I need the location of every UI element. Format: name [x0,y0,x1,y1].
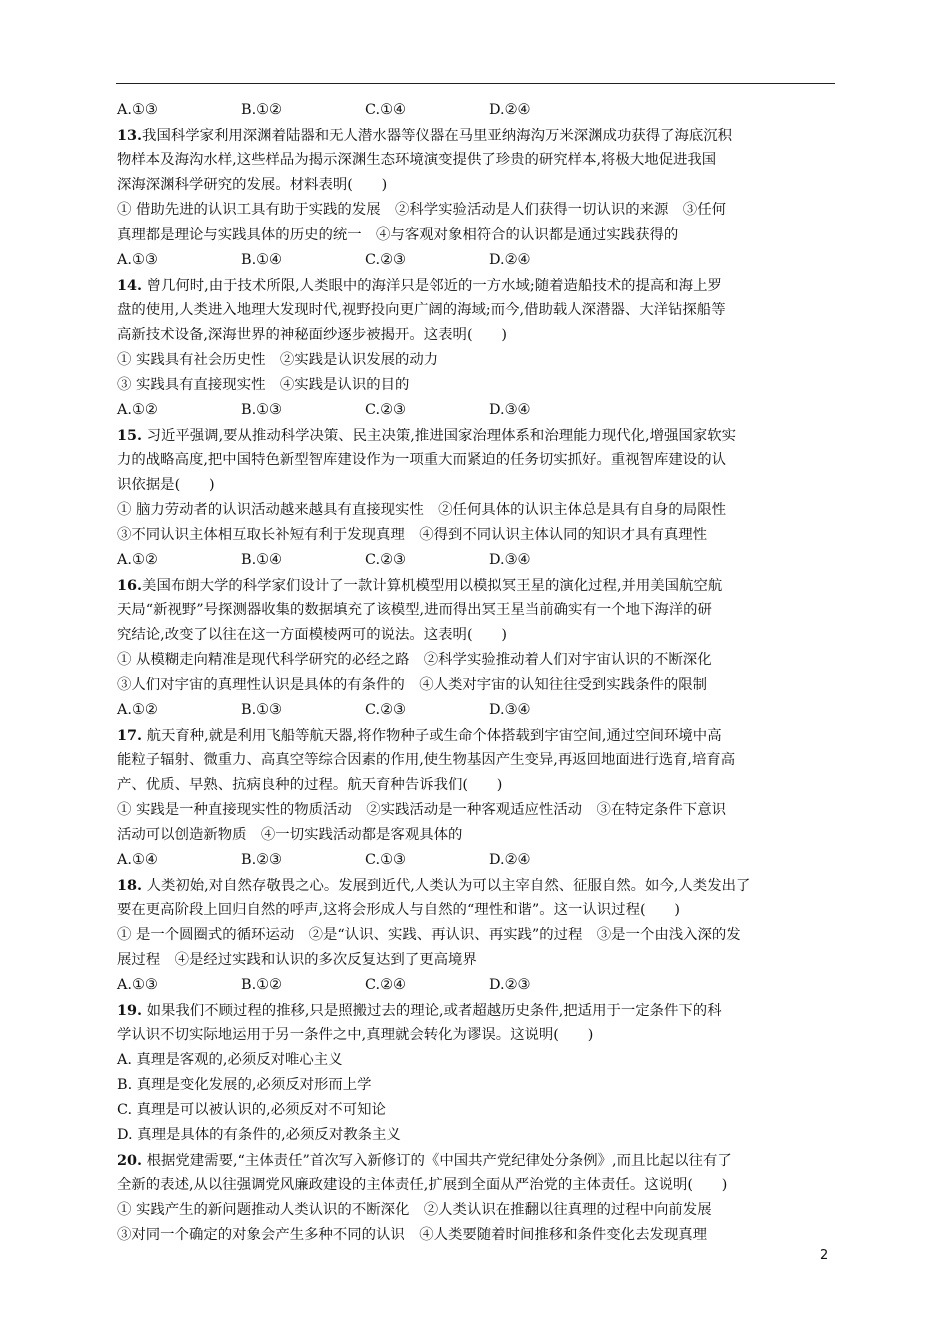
question-number: 14. [117,277,143,294]
question-stem-text: 盘的使用,人类进入地理大发现时代,视野投向更广阔的海域;而今,借助载人深潜器、大洋钻探船等 [117,302,726,318]
answer-option: D.②④ [489,252,531,268]
q12-option-a: A.①③ [117,102,158,118]
question-stem-line [117,298,839,323]
answer-option: A.①② [117,702,158,718]
q12-option-b: B.①② [241,102,282,118]
question-stem-line [117,323,839,348]
answer-option: C.②③ [365,402,406,418]
question-stem-line [117,423,839,448]
statement-line: 展过程 ④是经过实践和认识的多次反复达到了更高境界 [117,952,477,968]
statement-line: 活动可以创造新物质 ④一切实践活动都是客观具体的 [117,827,463,843]
statement-line: ③不同认识主体相互取长补短有利于发现真理 ④得到不同认识主体认同的知识才具有真理性 [117,527,708,543]
question-stem-text: 物样本及海沟水样,这些样品为揭示深渊生态环境演变提供了珍贵的研究样本,将极大地促进我国 [117,152,717,168]
answer-options [117,548,839,573]
question-stem-text: 产、优质、早熟、抗病良种的过程。航天育种告诉我们( ) [117,777,503,793]
statement-line: C. 真理是可以被认识的,必须反对不可知论 [117,1102,386,1118]
question-block [117,573,839,723]
question-stem-text: 学认识不切实际地运用于另一条件之中,真理就会转化为谬误。这说明( ) [117,1027,594,1043]
statement-line: ① 脑力劳动者的认识活动越来越具有直接现实性 ②任何具体的认识主体总是具有自身的局限性 [117,502,726,518]
answer-option: B.②③ [241,852,282,868]
answer-option: D.③④ [489,552,531,568]
statement-line: ③人们对宇宙的真理性认识是具体的有条件的 ④人类对宇宙的认知往往受到实践条件的限制 [117,677,708,693]
answer-option: B.①② [241,977,282,993]
question-stem-line [117,1148,839,1173]
answer-options [117,848,839,873]
question-stem-text: 人类初始,对自然存敬畏之心。发展到近代,人类认为可以主宰自然、征服自然。如今,人类发出了 [142,878,751,894]
answer-options [117,698,839,723]
answer-option: A.①③ [117,252,158,268]
question-number: 20. [117,1152,143,1169]
question-block [117,873,839,998]
question-stem-line [117,1173,839,1198]
question-number: 13. [117,127,143,144]
question-number: 18. [117,877,143,894]
question-stem-line [117,723,839,748]
answer-option: C.②③ [365,552,406,568]
question-stem-text: 要在更高阶段上回归自然的呼声,这将会形成人与自然的“理性和谐”。这一认识过程( ) [117,902,680,918]
statement-line: A. 真理是客观的,必须反对唯心主义 [117,1052,343,1068]
question-list [117,98,839,1248]
question-stem-text: 航天育种,就是利用飞船等航天器,将作物种子或生命个体搭载到宇宙空间,通过空间环境中高 [142,728,722,744]
question-stem-line [117,898,839,923]
question-stem-text: 如果我们不顾过程的推移,只是照搬过去的理论,或者超越历史条件,把适用于一定条件下的科 [142,1003,722,1019]
question-stem-line [117,173,839,198]
question-stem-text: 究结论,改变了以往在这一方面模棱两可的说法。这表明( ) [117,627,507,643]
q12-options [117,98,839,123]
question-number: 17. [117,727,143,744]
question-block [117,1148,839,1248]
answer-option: D.③④ [489,402,531,418]
question-stem-line [117,148,839,173]
q12-option-c: C.①④ [365,102,406,118]
question-stem-text: 美国布朗大学的科学家们设计了一款计算机模型用以模拟冥王星的演化过程,并用美国航空航 [142,578,723,594]
question-block [117,123,839,273]
statement-line: B. 真理是变化发展的,必须反对形而上学 [117,1077,372,1093]
question-number: 15. [117,427,143,444]
statement-line: ① 实践是一种直接现实性的物质活动 ②实践活动是一种客观适应性活动 ③在特定条件下意识 [117,802,726,818]
question-stem-text: 天局“新视野”号探测器收集的数据填充了该模型,进而得出冥王星当前确实有一个地下海洋的研 [117,602,712,618]
answer-option: C.②③ [365,702,406,718]
answer-option: B.①③ [241,402,282,418]
answer-options [117,973,839,998]
statement-line: ① 实践产生的新问题推动人类认识的不断深化 ②人类认识在推翻以往真理的过程中向前发展 [117,1202,712,1218]
question-block [117,723,839,873]
question-stem-line [117,1023,839,1048]
answer-option: C.②④ [365,977,406,993]
question-stem-text: 能粒子辐射、微重力、高真空等综合因素的作用,使生物基因产生变异,再返回地面进行选育,培育高 [117,752,736,768]
statement-line: 真理都是理论与实践具体的历史的统一 ④与客观对象相符合的认识都是通过实践获得的 [117,227,679,243]
question-stem-text: 全新的表述,从以往强调党风廉政建设的主体责任,扩展到全面从严治党的主体责任。这说明( ) [117,1177,728,1193]
q12-option-d: D.②④ [489,102,531,118]
answer-option: C.②③ [365,252,406,268]
question-stem-line [117,773,839,798]
answer-option: A.①② [117,402,158,418]
answer-options [117,398,839,423]
answer-option: B.①④ [241,552,282,568]
answer-option: D.②③ [489,977,531,993]
answer-option: A.①② [117,552,158,568]
question-number: 19. [117,1002,143,1019]
statement-line: ① 借助先进的认识工具有助于实践的发展 ②科学实验活动是人们获得一切认识的来源 ③任何 [117,202,726,218]
answer-option: D.②④ [489,852,531,868]
question-block [117,273,839,423]
question-number: 16. [117,577,143,594]
page-number: 2 [820,1248,829,1263]
answer-option: D.③④ [489,702,531,718]
question-stem-text: 根据党建需要,“主体责任”首次写入新修订的《中国共产党纪律处分条例》,而且比起以往有了 [142,1153,732,1169]
statement-line: ① 是一个圆圈式的循环运动 ②是“认识、实践、再认识、再实践”的过程 ③是一个由浅入深的发 [117,927,741,943]
question-stem-text: 力的战略高度,把中国特色新型智库建设作为一项重大而紧迫的任务切实抓好。重视智库建设的认 [117,452,726,468]
statement-line: ③对同一个确定的对象会产生多种不同的认识 ④人类要随着时间推移和条件变化去发现真理 [117,1227,708,1243]
question-stem-line [117,598,839,623]
answer-option: A.①③ [117,977,158,993]
statement-line: ① 从模糊走向精准是现代科学研究的必经之路 ②科学实验推动着人们对宇宙认识的不断深化 [117,652,712,668]
statement-line: ① 实践具有社会历史性 ②实践是认识发展的动力 [117,352,439,368]
question-stem-line [117,623,839,648]
question-block [117,998,839,1148]
question-stem-line [117,573,839,598]
header-rule [116,83,835,84]
questions-container [117,123,839,1248]
answer-option: B.①④ [241,252,282,268]
question-stem-text: 深海深渊科学研究的发展。材料表明( ) [117,177,388,193]
question-stem-text: 曾几何时,由于技术所限,人类眼中的海洋只是邻近的一方水域;随着造船技术的提高和海上罗 [142,278,722,294]
question-block [117,423,839,573]
answer-option: B.①③ [241,702,282,718]
question-stem-line [117,873,839,898]
question-stem-text: 高新技术设备,深海世界的神秘面纱逐步被揭开。这表明( ) [117,327,507,343]
question-stem-line [117,748,839,773]
question-stem-text: 习近平强调,要从推动科学决策、民主决策,推进国家治理体系和治理能力现代化,增强国家软实 [142,428,736,444]
answer-option: C.①③ [365,852,406,868]
question-stem-line [117,448,839,473]
statement-line: ③ 实践具有直接现实性 ④实践是认识的目的 [117,377,410,393]
statement-line: D. 真理是具体的有条件的,必须反对教条主义 [117,1127,401,1143]
question-stem-line [117,473,839,498]
answer-options [117,248,839,273]
question-stem-text: 我国科学家利用深渊着陆器和无人潜水器等仪器在马里亚纳海沟万米深渊成功获得了海底沉积 [142,128,733,144]
question-stem-line [117,273,839,298]
question-stem-line [117,123,839,148]
answer-option: A.①④ [117,852,158,868]
question-stem-text: 识依据是( ) [117,477,215,493]
question-stem-line [117,998,839,1023]
